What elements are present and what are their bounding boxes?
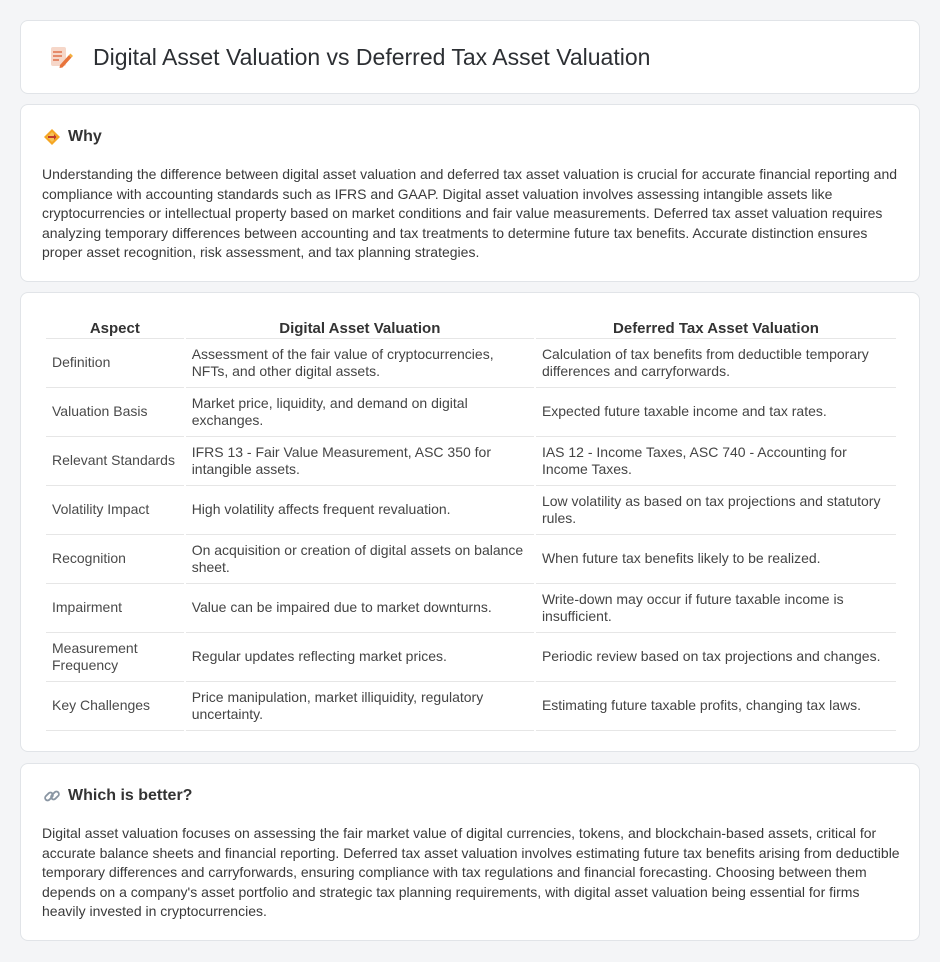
- row-digital-asset: Value can be impaired due to market downturns.: [186, 584, 534, 633]
- table-header-row: [46, 315, 896, 339]
- row-aspect: Recognition: [46, 535, 184, 584]
- comparison-table-card: [20, 292, 920, 752]
- table-row: [46, 339, 896, 388]
- row-digital-asset: Market price, liquidity, and demand on digital exchanges.: [186, 388, 534, 437]
- row-deferred-tax: Estimating future taxable profits, changing tax laws.: [536, 682, 896, 731]
- table-row: [46, 437, 896, 486]
- row-digital-asset: IFRS 13 - Fair Value Measurement, ASC 350 for intangible assets.: [186, 437, 534, 486]
- document-edit-icon: [47, 44, 73, 70]
- link-icon: [43, 787, 61, 805]
- row-deferred-tax: Write-down may occur if future taxable income is insufficient.: [536, 584, 896, 633]
- table-row: [46, 633, 896, 682]
- row-digital-asset: Regular updates reflecting market prices.: [186, 633, 534, 682]
- row-digital-asset: High volatility affects frequent revaluation.: [186, 486, 534, 535]
- better-text: Digital asset valuation focuses on assessing the fair market value of digital currencies, tokens, and blockchain-based assets, critical for accurate balance sheets and financial reporting. Deferred tax asset valuation involves estimating future tax benefits arising from deductible temporary differences and carryforwards, ensuring compliance with tax regulations and financial forecasting. Choosing between them depends on a company's asset portfolio and strategic tax planning requirements, with digital asset valuation being essential for firms heavily invested in cryptocurrencies.: [42, 825, 900, 920]
- row-deferred-tax: IAS 12 - Income Taxes, ASC 740 - Accounting for Income Taxes.: [536, 437, 896, 486]
- title-row: [21, 21, 919, 93]
- row-deferred-tax: Periodic review based on tax projections and changes.: [536, 633, 896, 682]
- row-aspect: Impairment: [46, 584, 184, 633]
- why-text: Understanding the difference between digital asset valuation and deferred tax asset valuation is crucial for accurate financial reporting and compliance with accounting standards such as IFRS and GAAP. Digital asset valuation involves assessing intangible assets like cryptocurrencies or intellectual property based on market conditions and fair value measurements. Deferred tax asset valuation requires analyzing temporary differences between accounting and tax treatments to determine future tax benefits. Accurate distinction ensures proper asset recognition, risk assessment, and tax planning strategies.: [42, 166, 898, 261]
- row-aspect: Measurement Frequency: [46, 633, 184, 682]
- page-title: Digital Asset Valuation vs Deferred Tax Asset Valuation: [93, 43, 651, 70]
- header-deferred-tax: Deferred Tax Asset Valuation: [536, 315, 896, 339]
- why-title: Why: [68, 128, 102, 145]
- better-title: Which is better?: [68, 787, 193, 804]
- which-is-better-section: [20, 763, 920, 941]
- row-deferred-tax: When future tax benefits likely to be realized.: [536, 535, 896, 584]
- row-aspect: Volatility Impact: [46, 486, 184, 535]
- comparison-table: [44, 315, 898, 731]
- title-card: [20, 20, 920, 94]
- table-row: [46, 486, 896, 535]
- row-aspect: Key Challenges: [46, 682, 184, 731]
- row-deferred-tax: Low volatility as based on tax projections and statutory rules.: [536, 486, 896, 535]
- table-row: [46, 535, 896, 584]
- table-row: [46, 584, 896, 633]
- row-deferred-tax: Expected future taxable income and tax rates.: [536, 388, 896, 437]
- row-aspect: Valuation Basis: [46, 388, 184, 437]
- table-row: [46, 388, 896, 437]
- why-heading: [43, 128, 102, 146]
- why-section: [20, 104, 920, 282]
- diamond-sign-icon: [43, 128, 61, 146]
- header-digital-asset: Digital Asset Valuation: [186, 315, 534, 339]
- row-aspect: Relevant Standards: [46, 437, 184, 486]
- better-heading: [43, 787, 192, 805]
- row-deferred-tax: Calculation of tax benefits from deductible temporary differences and carryforwards.: [536, 339, 896, 388]
- header-aspect: Aspect: [46, 315, 184, 339]
- row-digital-asset: Price manipulation, market illiquidity, regulatory uncertainty.: [186, 682, 534, 731]
- row-aspect: Definition: [46, 339, 184, 388]
- table-row: [46, 682, 896, 731]
- row-digital-asset: On acquisition or creation of digital assets on balance sheet.: [186, 535, 534, 584]
- row-digital-asset: Assessment of the fair value of cryptocurrencies, NFTs, and other digital assets.: [186, 339, 534, 388]
